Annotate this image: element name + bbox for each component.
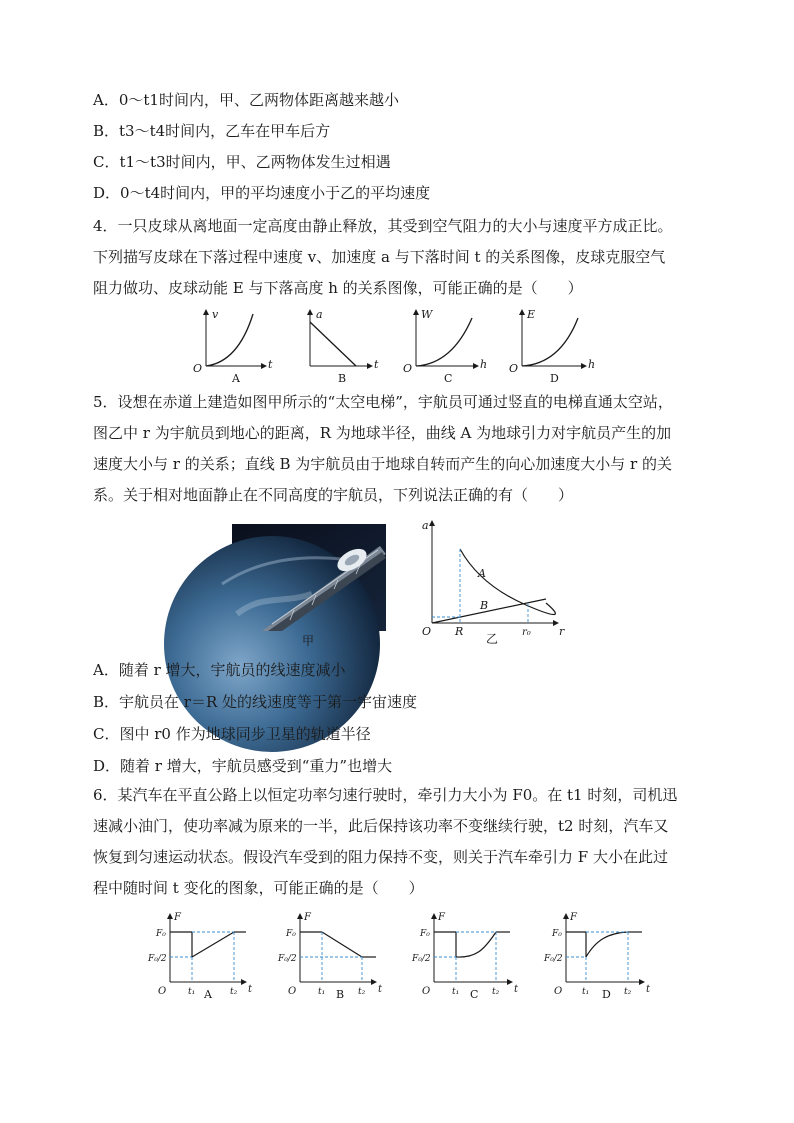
q3-option-b: B．t3～t4时间内，乙车在甲车后方 — [93, 122, 331, 140]
q6d-origin: O — [554, 986, 563, 997]
q4c-label: C — [444, 372, 453, 385]
q4-stem — [93, 211, 713, 304]
q3-option-d: D．0～t4时间内，甲的平均速度小于乙的平均速度 — [93, 184, 431, 202]
q6a-t2: t₂ — [230, 987, 238, 997]
q6-line-1: 6．某汽车在平直公路上以恒定功率匀速行驶时，牵引力大小为 F0。在 t1 时刻，司机迅 — [93, 786, 678, 804]
q6b-label: B — [336, 988, 345, 1001]
fig-yi-curve-a-label: A — [478, 567, 486, 580]
q6-graph-c — [411, 912, 519, 1001]
q6c-origin: O — [422, 986, 431, 997]
q6d-label: D — [602, 988, 611, 1001]
q6-stem — [93, 780, 713, 904]
fig-jia-caption: 甲 — [302, 634, 315, 648]
q4a-label: A — [232, 372, 240, 385]
fig-yi-x-label: r — [559, 625, 565, 638]
q4a-y-label: v — [212, 308, 219, 321]
q4-graphs — [190, 304, 610, 386]
space-elevator-image — [232, 524, 386, 648]
q4d-x-label: h — [588, 358, 596, 371]
q6-line-3: 恢复到匀速运动状态。假设汽车受到的阻力保持不变，则关于汽车牵引力 F 大小在此过 — [93, 848, 668, 866]
q3-option-a: A．0～t1时间内，甲、乙两物体距离越来越小 — [93, 91, 399, 109]
fig-yi-graph — [418, 517, 568, 645]
fig-yi-y-label: a — [422, 519, 429, 532]
q5-stem — [93, 387, 713, 511]
q5-line-3: 速度大小与 r 的关系；直线 B 为宇航员由于地球自转而产生的向心加速度大小与 r 的关 — [93, 455, 672, 473]
q6c-y-label: F — [438, 912, 445, 923]
fig-yi-caption: 乙 — [486, 632, 499, 646]
q4-graph-d — [509, 308, 595, 385]
q4b-x-label: t — [374, 358, 379, 371]
q4a-x-label: t — [268, 358, 273, 371]
q4b-y-label: a — [316, 308, 323, 321]
q5-line-2: 图乙中 r 为宇航员到地心的距离，R 为地球半径，曲线 A 为地球引力对宇航员产生的加 — [93, 424, 672, 442]
q4c-origin: O — [403, 362, 413, 375]
q6a-label: A — [204, 988, 212, 1001]
q4b-label: B — [338, 372, 347, 385]
fig-yi-R-label: R — [455, 625, 464, 638]
q6b-f0half: F₀/2 — [278, 954, 297, 964]
q6b-origin: O — [288, 986, 297, 997]
q6c-f0half: F₀/2 — [412, 954, 431, 964]
q6-graph-d — [543, 912, 651, 1001]
q3-option-c: C．t1～t3时间内，甲、乙两物体发生过相遇 — [93, 153, 391, 171]
q6a-origin: O — [158, 986, 167, 997]
q6c-t2: t₂ — [492, 987, 500, 997]
q6d-f0half: F₀/2 — [544, 954, 563, 964]
q6-line-4: 程中随时间 t 变化的图象，可能正确的是（ ） — [93, 879, 424, 897]
q6a-f0: F₀ — [156, 929, 166, 939]
q6a-f0half: F₀/2 — [148, 954, 167, 964]
q6-graph-a — [147, 912, 253, 1001]
q6d-f0: F₀ — [552, 929, 562, 939]
q6b-y-label: F — [304, 912, 311, 923]
q4a-origin: O — [193, 362, 203, 375]
q6b-t2: t₂ — [358, 987, 366, 997]
q5-option-d: D．随着 r 增大，宇航员感受到“重力”也增大 — [93, 757, 393, 775]
q4-graph-a — [193, 308, 273, 385]
q6d-t2: t₂ — [624, 987, 632, 997]
q5-line-4: 系。关于相对地面静止在不同高度的宇航员，下列说法正确的有（ ） — [93, 486, 574, 504]
fig-yi-line-b-label: B — [480, 599, 489, 612]
q6a-t1: t₁ — [188, 987, 196, 997]
q4-graph-b — [310, 308, 379, 385]
q4c-y-label: W — [421, 308, 433, 321]
q6a-y-label: F — [174, 912, 181, 923]
q6-line-2: 速减小油门，使功率减为原来的一半，此后保持该功率不变继续行驶，t2 时刻，汽车又 — [93, 817, 669, 835]
fig-yi-origin: O — [422, 625, 432, 638]
q6c-x-label: t — [514, 984, 519, 995]
q6-graphs — [150, 910, 660, 1006]
q5-line-1: 5．设想在赤道上建造如图甲所示的“太空电梯”，宇航员可通过竖直的电梯直通太空站， — [93, 393, 673, 411]
q6b-x-label: t — [378, 984, 383, 995]
q4-line-2: 下列描写皮球在下落过程中速度 v、加速度 a 与下落时间 t 的关系图像，皮球克服空气 — [93, 248, 666, 266]
q5-option-c: C．图中 r0 作为地球同步卫星的轨道半径 — [93, 725, 371, 743]
q6c-label: C — [470, 988, 479, 1001]
q4d-y-label: E — [527, 308, 536, 321]
q5-option-b: B．宇航员在 r＝R 处的线速度等于第一宇宙速度 — [93, 693, 418, 711]
fig-yi-r0-label: r₀ — [522, 627, 531, 638]
q4d-origin: O — [509, 362, 519, 375]
q6a-x-label: t — [248, 984, 253, 995]
q4-line-1: 4．一只皮球从离地面一定高度由静止释放，其受到空气阻力的大小与速度平方成正比。 — [93, 217, 673, 235]
q6c-t1: t₁ — [452, 987, 460, 997]
q4d-label: D — [550, 372, 559, 385]
q6b-f0: F₀ — [286, 929, 296, 939]
q5-option-a: A．随着 r 增大，宇航员的线速度减小 — [93, 661, 346, 679]
q6d-t1: t₁ — [582, 987, 590, 997]
q4c-x-label: h — [480, 358, 488, 371]
q6b-t1: t₁ — [318, 987, 326, 997]
q6-graph-b — [277, 912, 383, 1001]
q4-line-3: 阻力做功、皮球动能 E 与下落高度 h 的关系图像，可能正确的是（ ） — [93, 279, 583, 297]
q4-graph-c — [403, 308, 487, 385]
q6d-x-label: t — [646, 984, 651, 995]
q6d-y-label: F — [570, 912, 577, 923]
q6c-f0: F₀ — [420, 929, 430, 939]
